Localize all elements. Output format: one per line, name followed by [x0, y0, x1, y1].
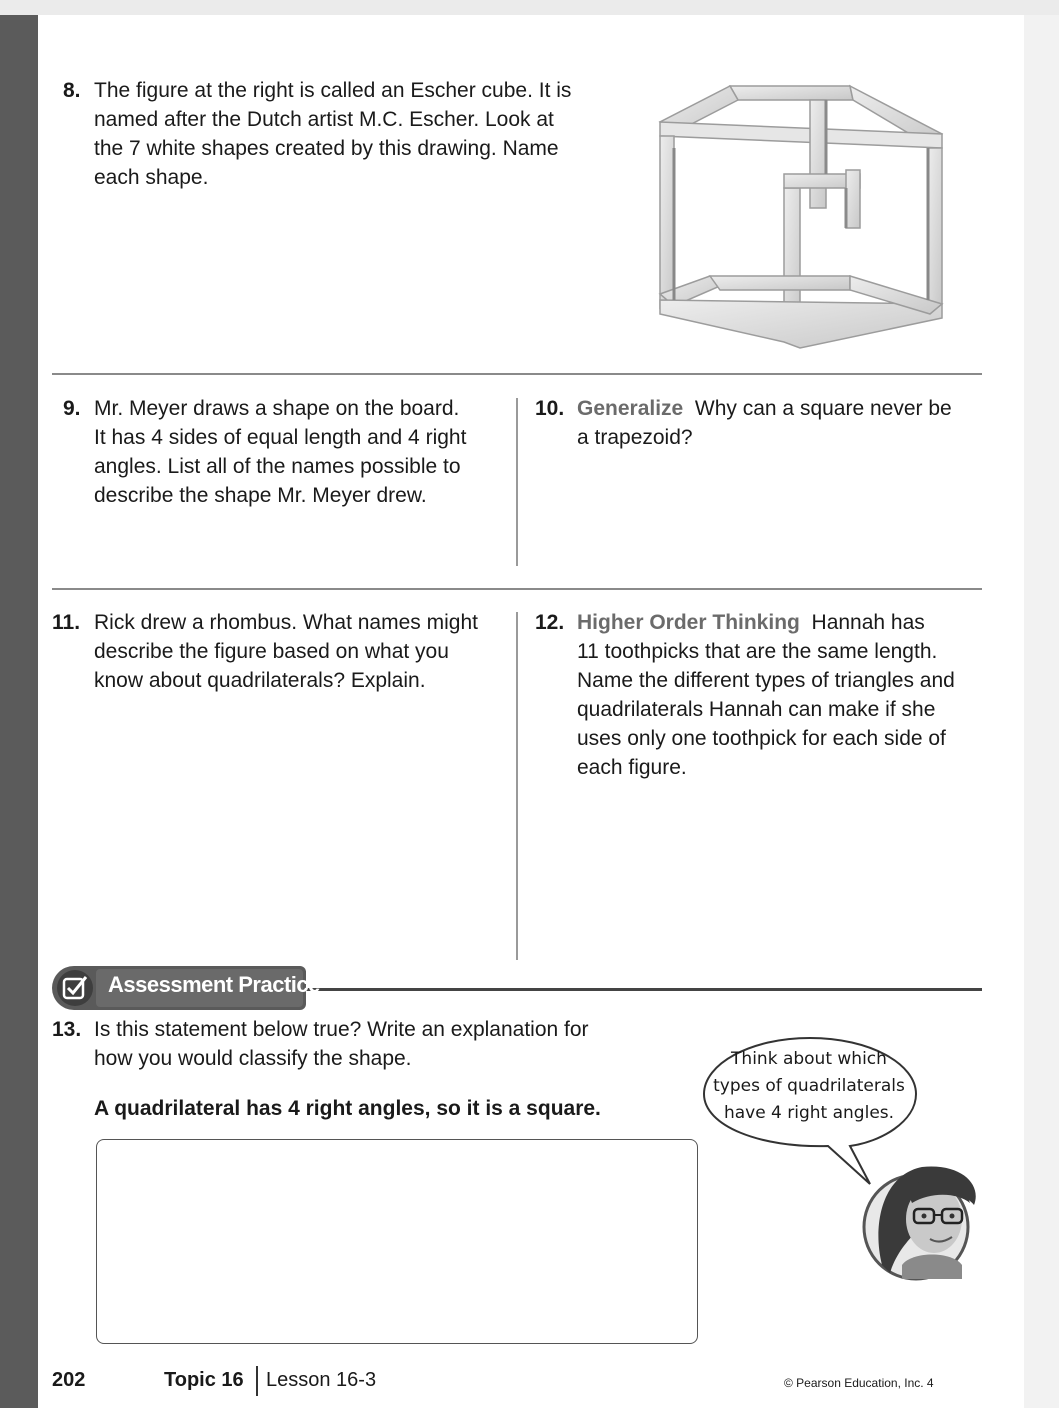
viewer-top-bar — [0, 0, 1059, 15]
q12-number: 12. — [535, 611, 565, 634]
page-number: 202 — [52, 1369, 86, 1391]
bubble-line: types of quadrilaterals — [713, 1076, 905, 1096]
bubble-line: have 4 right angles. — [723, 1103, 895, 1123]
q9-line: Mr. Meyer draws a shape on the board. — [94, 397, 460, 420]
assessment-rule — [300, 988, 982, 991]
footer-topic: Topic 16 — [164, 1369, 244, 1391]
q11-line: know about quadrilaterals? Explain. — [94, 669, 426, 692]
footer-copyright: © Pearson Education, Inc. 4 — [784, 1376, 934, 1390]
page-spine-bar — [0, 15, 38, 1408]
q12-line: 11 toothpicks that are the same length. — [577, 640, 938, 663]
escher-cube-figure — [650, 78, 950, 354]
q12-line: Name the different types of triangles and — [577, 669, 955, 692]
q13-line: how you would classify the shape. — [94, 1047, 412, 1070]
q12-keyword: Higher Order Thinking — [577, 611, 800, 634]
q8-line: named after the Dutch artist M.C. Escher. Look at — [94, 108, 554, 131]
q12-line: quadrilaterals Hannah can make if she — [577, 698, 936, 721]
q11-text — [94, 608, 504, 695]
q13-statement: A quadrilateral has 4 right angles, so it is a square. — [94, 1097, 601, 1120]
q10-text — [577, 394, 997, 452]
q11-line: Rick drew a rhombus. What names might — [94, 611, 478, 634]
q8-line: The figure at the right is called an Escher cube. It is — [94, 79, 572, 102]
q8-line: each shape. — [94, 166, 209, 189]
q8-number: 8. — [63, 79, 81, 102]
q10-number: 10. — [535, 397, 565, 420]
q10-line: Why can a square never be — [694, 397, 952, 420]
q10-keyword: Generalize — [577, 397, 684, 420]
footer-divider — [256, 1366, 258, 1396]
assessment-title: Assessment Practice — [108, 972, 320, 997]
column-divider — [516, 612, 518, 960]
q10-line: a trapezoid? — [577, 426, 693, 449]
bubble-line: Think about which — [731, 1049, 887, 1069]
footer-lesson: Lesson 16-3 — [266, 1369, 377, 1391]
q12-text — [577, 608, 997, 782]
q12-line: uses only one toothpick for each side of — [577, 727, 946, 750]
section-divider — [52, 373, 982, 375]
q13-line: Is this statement below true? Write an explanation for — [94, 1018, 589, 1041]
q12-line: Hannah has — [811, 611, 925, 634]
q9-text — [94, 394, 504, 510]
q13-number: 13. — [52, 1018, 82, 1041]
q9-line: angles. List all of the names possible to — [94, 455, 461, 478]
answer-box[interactable] — [96, 1139, 698, 1344]
q8-line: the 7 white shapes created by this drawing. Name — [94, 137, 559, 160]
column-divider — [516, 398, 518, 566]
q11-number: 11. — [52, 611, 81, 634]
speech-bubble-text — [706, 1046, 912, 1127]
checkbox-icon — [55, 968, 95, 1008]
q13-text — [94, 1015, 654, 1073]
character-avatar — [862, 1145, 984, 1281]
q11-line: describe the figure based on what you — [94, 640, 449, 663]
q9-line: describe the shape Mr. Meyer drew. — [94, 484, 427, 507]
q9-number: 9. — [63, 397, 81, 420]
q8-text — [94, 76, 594, 192]
section-divider — [52, 588, 982, 590]
q12-line: each figure. — [577, 756, 687, 779]
q9-line: It has 4 sides of equal length and 4 right — [94, 426, 467, 449]
